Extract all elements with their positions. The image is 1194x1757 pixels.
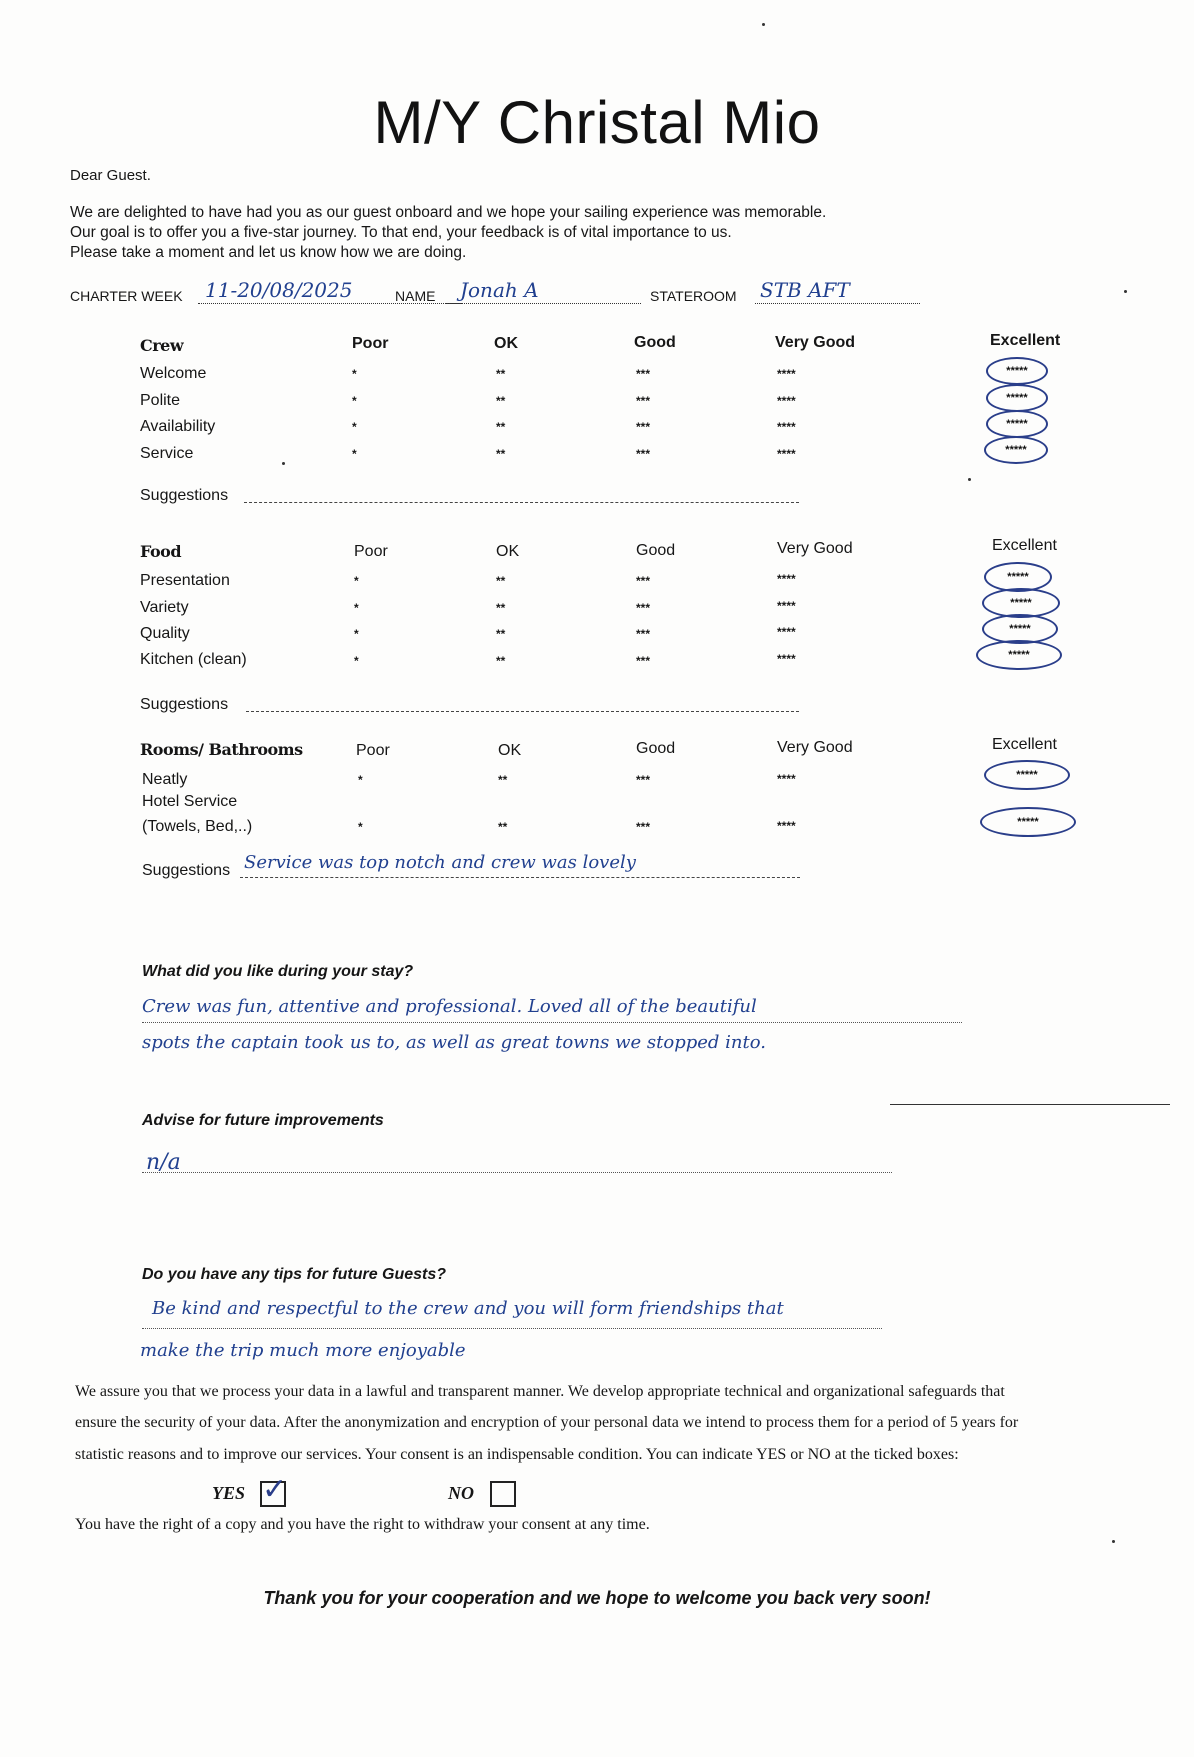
rating-very-good-option[interactable]: ****	[777, 367, 796, 381]
header-good: Good	[634, 334, 676, 351]
scan-speck	[1124, 290, 1127, 293]
intro-line: Please take a moment and let us know how we are doing.	[70, 244, 467, 261]
food-suggestions-field[interactable]	[246, 711, 799, 712]
liked-answer-line-1[interactable]: Crew was fun, attentive and professional. Loved all of the beautiful	[142, 996, 757, 1017]
rating-excellent-selected[interactable]: *****	[982, 588, 1060, 618]
rating-good-option[interactable]: ***	[636, 601, 651, 615]
rating-very-good-option[interactable]: ****	[777, 394, 796, 408]
advise-question-label: Advise for future improvements	[142, 1112, 384, 1129]
tips-question-label: Do you have any tips for future Guests?	[142, 1266, 447, 1283]
rooms-section-title: Rooms/ Bathrooms	[140, 740, 303, 759]
charter-week-label: CHARTER WEEK	[70, 288, 183, 304]
rating-excellent-selected[interactable]: *****	[984, 760, 1070, 790]
intro-line: We are delighted to have had you as our guest onboard and we hope your sailing experience was memorable.	[70, 204, 827, 221]
food-row-kitchen: Kitchen (clean)	[140, 651, 247, 668]
rating-ok-option[interactable]: **	[496, 601, 506, 615]
rating-excellent-selected[interactable]: *****	[984, 562, 1052, 592]
rooms-suggestions-label: Suggestions	[142, 862, 231, 879]
scan-speck	[968, 478, 971, 481]
privacy-text-line: ensure the security of your data. After the anonymization and encryption of your personal data we intend to process them for a period of 5 years for	[75, 1414, 1019, 1431]
rating-very-good-option[interactable]: ****	[777, 447, 796, 461]
stateroom-line	[755, 303, 920, 304]
rating-good-option[interactable]: ***	[636, 820, 651, 834]
header-good: Good	[636, 542, 676, 559]
advise-answer-underline	[142, 1172, 892, 1173]
scan-speck	[1112, 1540, 1115, 1543]
thank-you-footer: Thank you for your cooperation and we hope to welcome you back very soon!	[263, 1588, 931, 1608]
rating-ok-option[interactable]: **	[498, 820, 508, 834]
rating-ok-option[interactable]: **	[498, 773, 508, 787]
rating-excellent-selected[interactable]: *****	[980, 807, 1076, 837]
charter-info-row	[70, 278, 930, 308]
rating-ok-option[interactable]: **	[496, 420, 506, 434]
food-row-quality: Quality	[140, 625, 190, 642]
rating-good-option[interactable]: ***	[636, 654, 651, 668]
header-very-good: Very Good	[777, 739, 853, 756]
rooms-row-hotel-service: Hotel Service	[142, 793, 238, 810]
name-line	[445, 303, 641, 304]
advise-answer-field[interactable]: n/a	[146, 1150, 181, 1175]
header-poor: Poor	[354, 543, 388, 560]
rating-poor-option[interactable]: *	[352, 420, 357, 434]
rating-good-option[interactable]: ***	[636, 574, 651, 588]
rating-poor-option[interactable]: *	[354, 627, 359, 641]
rating-good-option[interactable]: ***	[636, 420, 651, 434]
rating-poor-option[interactable]: *	[352, 394, 357, 408]
crew-row-availability: Availability	[140, 418, 216, 435]
divider-line	[890, 1104, 1170, 1105]
rating-ok-option[interactable]: **	[496, 394, 506, 408]
rating-poor-option[interactable]: *	[358, 773, 363, 787]
rating-poor-option[interactable]: *	[352, 447, 357, 461]
crew-suggestions-label: Suggestions	[140, 487, 229, 504]
rating-poor-option[interactable]: *	[354, 654, 359, 668]
rating-excellent-selected[interactable]: *****	[982, 614, 1058, 644]
intro-paragraph	[70, 203, 826, 263]
scan-speck	[282, 462, 285, 465]
privacy-text-line: We assure you that we process your data in a lawful and transparent manner. We develop appropriate technical and organizational safeguards that	[75, 1383, 1005, 1400]
intro-line: Our goal is to offer you a five-star journey. To that end, your feedback is of vital importance to us.	[70, 224, 732, 241]
header-ok: OK	[498, 742, 522, 759]
rating-ok-option[interactable]: **	[496, 447, 506, 461]
rating-very-good-option[interactable]: ****	[777, 652, 796, 666]
name-label: NAME	[395, 288, 436, 304]
greeting: Dear Guest.	[70, 167, 151, 184]
crew-section-title: Crew	[140, 336, 184, 355]
header-ok: OK	[494, 335, 518, 352]
rights-text: You have the right of a copy and you have the right to withdraw your consent at any time.	[75, 1516, 650, 1533]
stateroom-field[interactable]: STB AFT	[760, 278, 850, 302]
rating-excellent-selected[interactable]: *****	[984, 436, 1048, 464]
stateroom-label: STATEROOM	[650, 288, 737, 304]
rating-very-good-option[interactable]: ****	[777, 420, 796, 434]
header-poor: Poor	[356, 742, 390, 759]
food-section-title: Food	[140, 542, 182, 561]
header-very-good: Very Good	[777, 540, 853, 557]
rating-very-good-option[interactable]: ****	[777, 572, 796, 586]
crew-suggestions-field[interactable]	[244, 502, 799, 503]
crew-row-welcome: Welcome	[140, 365, 207, 382]
consent-no-label: NO	[448, 1483, 474, 1503]
header-good: Good	[636, 740, 676, 757]
rating-ok-option[interactable]: **	[496, 574, 506, 588]
rating-excellent-selected[interactable]: *****	[986, 410, 1048, 438]
liked-answer-line-2[interactable]: spots the captain took us to, as well as great towns we stopped into.	[142, 1032, 766, 1053]
rating-good-option[interactable]: ***	[636, 627, 651, 641]
header-excellent: Excellent	[992, 736, 1057, 753]
rooms-suggestions-field[interactable]: Service was top notch and crew was lovely	[244, 852, 636, 873]
crew-row-polite: Polite	[140, 392, 181, 409]
rating-ok-option[interactable]: **	[496, 654, 506, 668]
header-ok: OK	[496, 543, 520, 560]
tips-answer-line-1[interactable]: Be kind and respectful to the crew and you will form friendships that	[152, 1298, 784, 1319]
page-title: M/Y Christal Mio	[373, 89, 821, 156]
crew-row-service: Service	[140, 445, 194, 462]
rating-good-option[interactable]: ***	[636, 394, 651, 408]
header-excellent: Excellent	[990, 332, 1061, 349]
rating-good-option[interactable]: ***	[636, 447, 651, 461]
header-very-good: Very Good	[775, 334, 856, 351]
rating-excellent-selected[interactable]: *****	[986, 384, 1048, 412]
tips-answer-underline	[142, 1328, 882, 1329]
food-suggestions-label: Suggestions	[140, 696, 229, 713]
rating-excellent-selected[interactable]: *****	[976, 640, 1062, 670]
rooms-suggestions-line	[240, 877, 800, 878]
rating-poor-option[interactable]: *	[352, 367, 357, 381]
rating-good-option[interactable]: ***	[636, 773, 651, 787]
rating-poor-option[interactable]: *	[358, 820, 363, 834]
privacy-text-line: statistic reasons and to improve our services. Your consent is an indispensable condition. You can indicate YES or NO at the ticked boxes:	[75, 1446, 959, 1463]
rating-very-good-option[interactable]: ****	[777, 625, 796, 639]
header-poor: Poor	[352, 335, 389, 352]
rating-very-good-option[interactable]: ****	[777, 819, 796, 833]
rating-very-good-option[interactable]: ****	[777, 772, 796, 786]
header-excellent: Excellent	[992, 537, 1057, 554]
rating-poor-option[interactable]: *	[354, 601, 359, 615]
liked-answer-underline	[142, 1022, 962, 1023]
rating-poor-option[interactable]: *	[354, 574, 359, 588]
rating-ok-option[interactable]: **	[496, 367, 506, 381]
consent-no-checkbox[interactable]	[490, 1481, 516, 1507]
rating-excellent-selected[interactable]: *****	[986, 357, 1048, 385]
scan-speck	[762, 23, 765, 26]
rating-good-option[interactable]: ***	[636, 367, 651, 381]
check-mark-icon: ✓	[262, 1473, 288, 1506]
rating-very-good-option[interactable]: ****	[777, 599, 796, 613]
liked-question-label: What did you like during your stay?	[142, 963, 414, 980]
food-row-variety: Variety	[140, 599, 189, 616]
food-row-presentation: Presentation	[140, 572, 230, 589]
consent-yes-label: YES	[212, 1483, 246, 1503]
rating-ok-option[interactable]: **	[496, 627, 506, 641]
tips-answer-line-2[interactable]: make the trip much more enjoyable	[140, 1340, 466, 1361]
rooms-row-hotel-service-detail: (Towels, Bed,..)	[142, 818, 253, 835]
charter-week-field[interactable]: 11-20/08/2025	[205, 278, 353, 302]
rooms-row-neatly: Neatly	[142, 771, 188, 788]
name-field[interactable]: Jonah A	[460, 278, 539, 302]
